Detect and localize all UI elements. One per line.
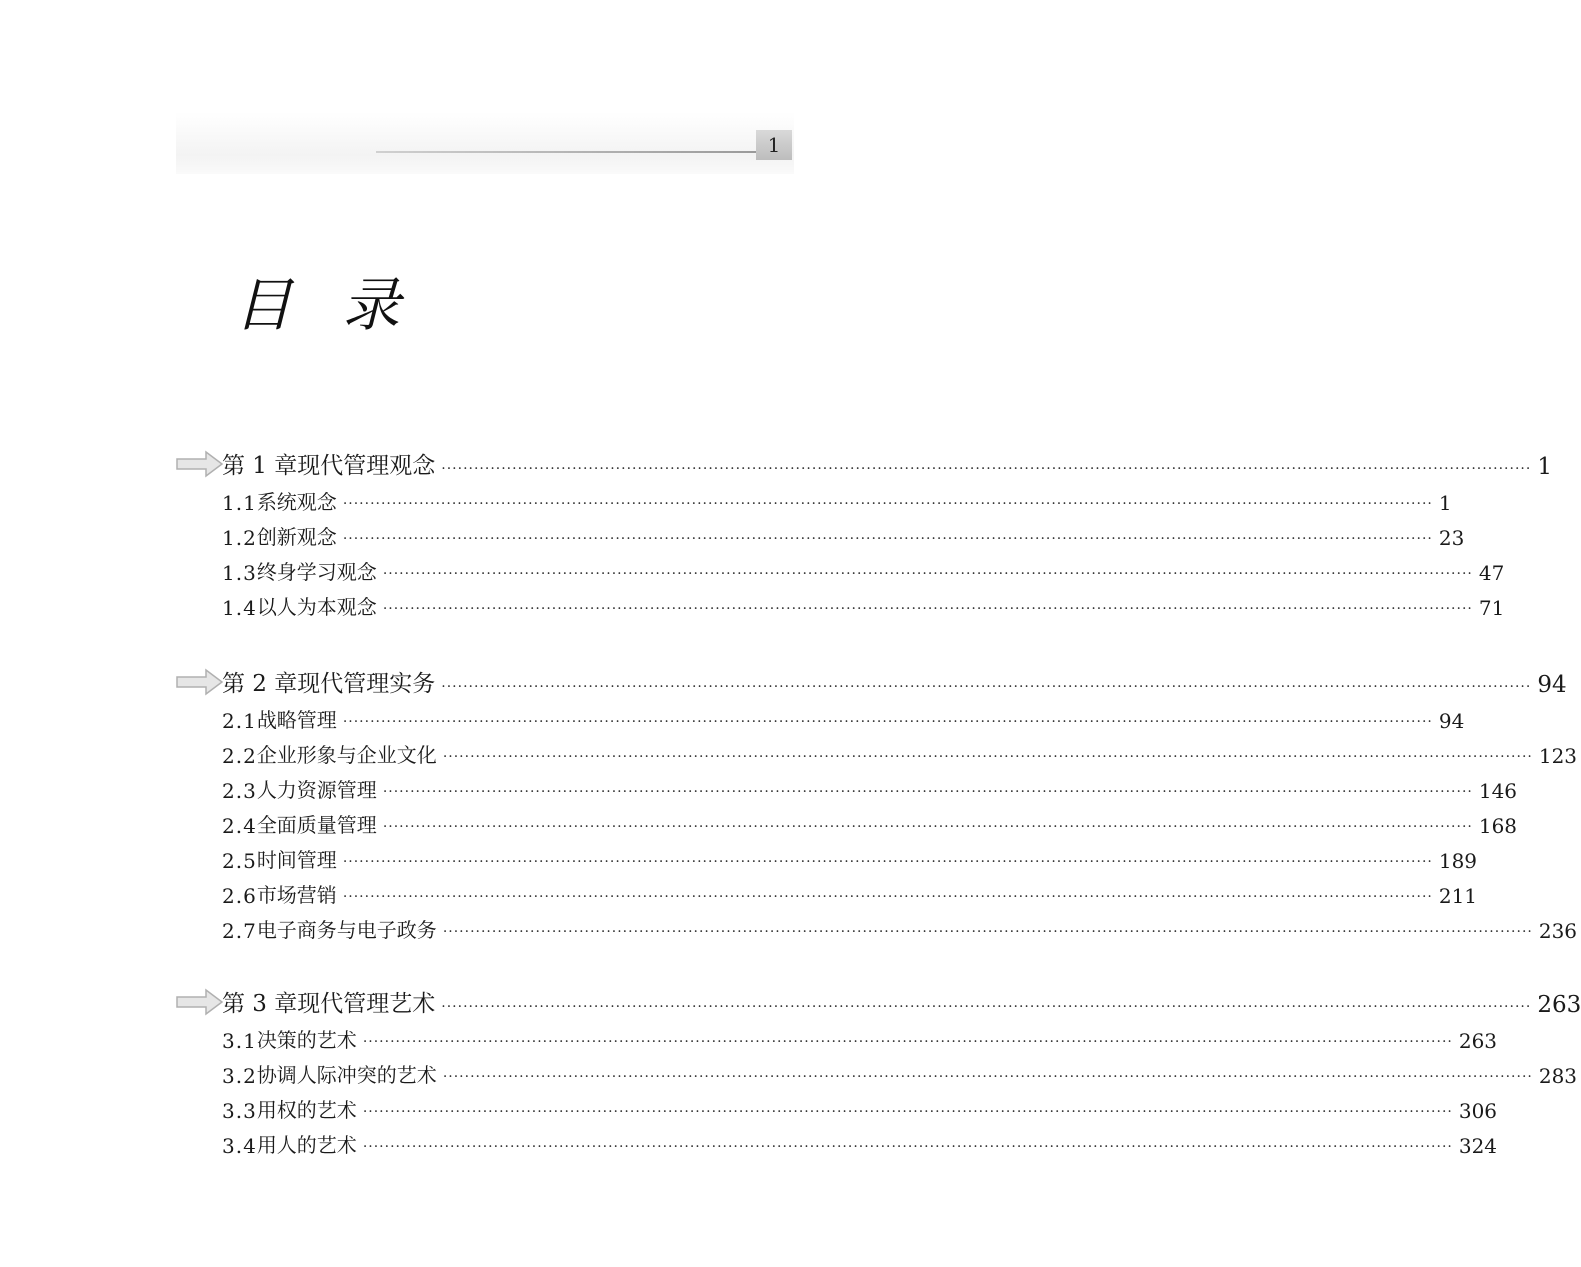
section-number: 3.1	[222, 1029, 257, 1053]
section-number: 1.4	[222, 596, 257, 620]
dot-leader: ········································································································································································································	[382, 566, 1473, 582]
section-number: 1.1	[222, 491, 257, 515]
section-page-number: 168	[1478, 814, 1518, 838]
dot-leader: ········································································································································································································	[382, 819, 1473, 835]
dot-leader: ········································································································································································································	[362, 1034, 1453, 1050]
section-title: 创新观念	[256, 525, 337, 549]
section-page-number: 189	[1438, 849, 1478, 873]
section-title: 企业形象与企业文化	[256, 743, 437, 767]
section-page-number: 123	[1538, 744, 1578, 768]
dot-leader: ········································································································································································································	[342, 854, 1433, 870]
dot-leader: ········································································································································································································	[382, 784, 1473, 800]
section-page-number: 306	[1458, 1099, 1498, 1123]
section-page-number: 94	[1438, 709, 1465, 733]
section-page-number: 1	[1438, 491, 1452, 515]
section-number: 1.3	[222, 561, 257, 585]
dot-leader: ········································································································································································································	[342, 889, 1433, 905]
section-row	[222, 1093, 1498, 1123]
section-title: 人力资源管理	[256, 778, 377, 802]
section-number: 2.7	[222, 919, 257, 943]
section-row	[222, 738, 1578, 768]
section-row	[222, 1023, 1498, 1053]
chapter-page-number: 94	[1537, 672, 1567, 698]
section-row	[222, 878, 1478, 908]
section-title: 用权的艺术	[256, 1098, 357, 1122]
header-rule	[376, 151, 756, 153]
chapter-row	[222, 668, 1567, 698]
section-number: 2.6	[222, 884, 257, 908]
section-row	[222, 485, 1452, 515]
chapter-row	[222, 450, 1552, 480]
section-page-number: 263	[1458, 1029, 1498, 1053]
header-band	[176, 112, 794, 174]
section-number: 3.4	[222, 1134, 257, 1158]
section-title: 终身学习观念	[256, 560, 377, 584]
section-row	[222, 520, 1465, 550]
section-row	[222, 808, 1518, 838]
chapter-number: 第 1 章	[222, 453, 298, 479]
section-title: 全面质量管理	[256, 813, 377, 837]
chapter-title: 现代管理实务	[297, 671, 436, 697]
chapter-number: 第 2 章	[222, 671, 298, 697]
section-page-number: 23	[1438, 526, 1465, 550]
dot-leader: ········································································································································································································	[441, 999, 1532, 1015]
section-number: 2.4	[222, 814, 257, 838]
section-number: 3.2	[222, 1064, 257, 1088]
chapter-title: 现代管理观念	[297, 453, 436, 479]
section-row	[222, 913, 1578, 943]
dot-leader: ········································································································································································································	[362, 1139, 1453, 1155]
section-row	[222, 1058, 1578, 1088]
section-title: 时间管理	[256, 848, 337, 872]
dot-leader: ········································································································································································································	[342, 496, 1433, 512]
dot-leader: ········································································································································································································	[362, 1104, 1453, 1120]
section-page-number: 236	[1538, 919, 1578, 943]
section-number: 3.3	[222, 1099, 257, 1123]
chapter-arrow-icon	[176, 988, 224, 1016]
dot-leader: ········································································································································································································	[342, 531, 1433, 547]
section-title: 战略管理	[256, 708, 337, 732]
chapter-arrow-icon	[176, 668, 224, 696]
section-number: 2.1	[222, 709, 257, 733]
page-number: 1	[756, 130, 792, 160]
section-page-number: 146	[1478, 779, 1518, 803]
section-page-number: 71	[1478, 596, 1505, 620]
section-row	[222, 703, 1465, 733]
section-page-number: 324	[1458, 1134, 1498, 1158]
section-number: 2.3	[222, 779, 257, 803]
chapter-title: 现代管理艺术	[297, 991, 436, 1017]
page-title: 目录	[234, 271, 451, 339]
dot-leader: ········································································································································································································	[442, 1069, 1533, 1085]
section-page-number: 47	[1478, 561, 1505, 585]
section-title: 用人的艺术	[256, 1133, 357, 1157]
chapter-page-number: 1	[1537, 454, 1552, 480]
chapter-number: 第 3 章	[222, 991, 298, 1017]
dot-leader: ········································································································································································································	[441, 679, 1532, 695]
section-row	[222, 590, 1505, 620]
dot-leader: ········································································································································································································	[342, 714, 1433, 730]
section-title: 以人为本观念	[256, 595, 377, 619]
section-title: 市场营销	[256, 883, 337, 907]
dot-leader: ········································································································································································································	[442, 924, 1533, 940]
section-title: 电子商务与电子政务	[256, 918, 437, 942]
section-row	[222, 843, 1478, 873]
section-number: 1.2	[222, 526, 257, 550]
section-title: 决策的艺术	[256, 1028, 357, 1052]
section-row	[222, 1128, 1498, 1158]
section-number: 2.5	[222, 849, 257, 873]
section-title: 协调人际冲突的艺术	[256, 1063, 437, 1087]
dot-leader: ········································································································································································································	[382, 601, 1473, 617]
dot-leader: ········································································································································································································	[442, 749, 1533, 765]
dot-leader: ········································································································································································································	[441, 461, 1532, 477]
section-title: 系统观念	[256, 490, 337, 514]
chapter-row	[222, 988, 1581, 1018]
chapter-arrow-icon	[176, 450, 224, 478]
section-row	[222, 555, 1505, 585]
section-page-number: 211	[1438, 884, 1478, 908]
section-page-number: 283	[1538, 1064, 1578, 1088]
section-number: 2.2	[222, 744, 257, 768]
chapter-page-number: 263	[1537, 992, 1581, 1018]
section-row	[222, 773, 1518, 803]
